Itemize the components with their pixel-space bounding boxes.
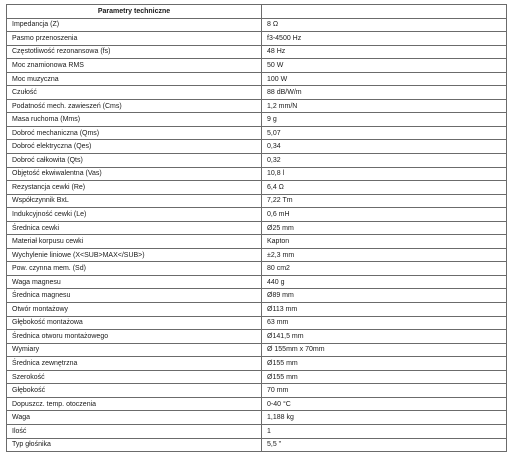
- table-row: [7, 316, 507, 330]
- param-value-cell: 1,188 kg: [262, 411, 507, 425]
- param-value-cell: f3-4500 Hz: [262, 32, 507, 46]
- param-value-cell: Ø113 mm: [262, 303, 507, 317]
- param-name-cell: Dobroć elektryczna (Qes): [7, 140, 262, 154]
- param-value-cell: 0,6 mH: [262, 208, 507, 222]
- param-name-cell: Wymiary: [7, 343, 262, 357]
- param-value-cell: 100 W: [262, 72, 507, 86]
- spec-table: [6, 4, 507, 452]
- param-name-cell: Czułość: [7, 86, 262, 100]
- table-row: [7, 99, 507, 113]
- table-row: [7, 397, 507, 411]
- param-value-cell: 440 g: [262, 275, 507, 289]
- param-value-cell: 8 Ω: [262, 18, 507, 32]
- table-row: [7, 370, 507, 384]
- table-row: [7, 248, 507, 262]
- param-value-cell: 70 mm: [262, 384, 507, 398]
- param-name-cell: Podatność mech. zawieszeń (Cms): [7, 99, 262, 113]
- table-row: [7, 303, 507, 317]
- table-row: [7, 262, 507, 276]
- param-name-cell: Otwór montażowy: [7, 303, 262, 317]
- table-row: [7, 438, 507, 452]
- param-name-cell: Waga magnesu: [7, 275, 262, 289]
- table-row: [7, 86, 507, 100]
- param-name-cell: Współczynnik BxL: [7, 194, 262, 208]
- table-row: [7, 181, 507, 195]
- param-value-cell: 63 mm: [262, 316, 507, 330]
- param-name-cell: Moc znamionowa RMS: [7, 59, 262, 73]
- table-row: [7, 343, 507, 357]
- table-row: [7, 208, 507, 222]
- param-value-cell: ±2,3 mm: [262, 248, 507, 262]
- table-row: [7, 221, 507, 235]
- table-row: [7, 154, 507, 168]
- param-value-cell: Ø155 mm: [262, 370, 507, 384]
- param-value-cell: 88 dB/W/m: [262, 86, 507, 100]
- param-value-cell: 6,4 Ω: [262, 181, 507, 195]
- param-name-cell: Głębokość montażowa: [7, 316, 262, 330]
- param-name-cell: Wychylenie liniowe (X<SUB>MAX</SUB>): [7, 248, 262, 262]
- table-row: [7, 194, 507, 208]
- param-value-cell: 80 cm2: [262, 262, 507, 276]
- param-name-cell: Impedancja (Z): [7, 18, 262, 32]
- param-value-cell: 1: [262, 424, 507, 438]
- param-value-cell: 7,22 Tm: [262, 194, 507, 208]
- param-value-cell: 9 g: [262, 113, 507, 127]
- param-value-cell: 0-40 °C: [262, 397, 507, 411]
- spec-table-body: [7, 18, 507, 452]
- param-value-cell: 0,32: [262, 154, 507, 168]
- param-value-cell: 5,07: [262, 126, 507, 140]
- table-row: [7, 32, 507, 46]
- table-row: [7, 18, 507, 32]
- table-header-empty: [262, 5, 507, 19]
- param-value-cell: Ø25 mm: [262, 221, 507, 235]
- param-name-cell: Pasmo przenoszenia: [7, 32, 262, 46]
- param-value-cell: Ø89 mm: [262, 289, 507, 303]
- table-row: [7, 330, 507, 344]
- param-name-cell: Typ głośnika: [7, 438, 262, 452]
- table-header-title: Parametry techniczne: [7, 5, 262, 19]
- param-value-cell: Kapton: [262, 235, 507, 249]
- param-name-cell: Ilość: [7, 424, 262, 438]
- param-value-cell: 0,34: [262, 140, 507, 154]
- table-header-row: [7, 5, 507, 19]
- param-name-cell: Dobroć mechaniczna (Qms): [7, 126, 262, 140]
- param-name-cell: Dopuszcz. temp. otoczenia: [7, 397, 262, 411]
- table-row: [7, 235, 507, 249]
- param-name-cell: Pow. czynna mem. (Sd): [7, 262, 262, 276]
- table-row: [7, 384, 507, 398]
- table-row: [7, 59, 507, 73]
- param-name-cell: Objętość ekwiwalentna (Vas): [7, 167, 262, 181]
- param-value-cell: 50 W: [262, 59, 507, 73]
- table-row: [7, 289, 507, 303]
- param-name-cell: Dobroć całkowita (Qts): [7, 154, 262, 168]
- param-name-cell: Głębokość: [7, 384, 262, 398]
- param-name-cell: Waga: [7, 411, 262, 425]
- table-row: [7, 424, 507, 438]
- param-name-cell: Średnica cewki: [7, 221, 262, 235]
- table-row: [7, 126, 507, 140]
- table-row: [7, 45, 507, 59]
- param-value-cell: 5,5 ": [262, 438, 507, 452]
- param-name-cell: Rezystancja cewki (Re): [7, 181, 262, 195]
- param-value-cell: 10,8 l: [262, 167, 507, 181]
- param-value-cell: Ø 155mm x 70mm: [262, 343, 507, 357]
- table-row: [7, 357, 507, 371]
- table-row: [7, 411, 507, 425]
- param-name-cell: Szerokość: [7, 370, 262, 384]
- param-name-cell: Średnica otworu montażowego: [7, 330, 262, 344]
- param-name-cell: Moc muzyczna: [7, 72, 262, 86]
- param-name-cell: Materiał korpusu cewki: [7, 235, 262, 249]
- table-row: [7, 275, 507, 289]
- param-name-cell: Indukcyjność cewki (Le): [7, 208, 262, 222]
- param-name-cell: Średnica zewnętrzna: [7, 357, 262, 371]
- table-row: [7, 140, 507, 154]
- param-value-cell: 1,2 mm/N: [262, 99, 507, 113]
- param-name-cell: Średnica magnesu: [7, 289, 262, 303]
- param-name-cell: Częstotliwość rezonansowa (fs): [7, 45, 262, 59]
- table-row: [7, 167, 507, 181]
- param-value-cell: Ø141,5 mm: [262, 330, 507, 344]
- param-value-cell: 48 Hz: [262, 45, 507, 59]
- param-value-cell: Ø155 mm: [262, 357, 507, 371]
- table-row: [7, 72, 507, 86]
- param-name-cell: Masa ruchoma (Mms): [7, 113, 262, 127]
- table-row: [7, 113, 507, 127]
